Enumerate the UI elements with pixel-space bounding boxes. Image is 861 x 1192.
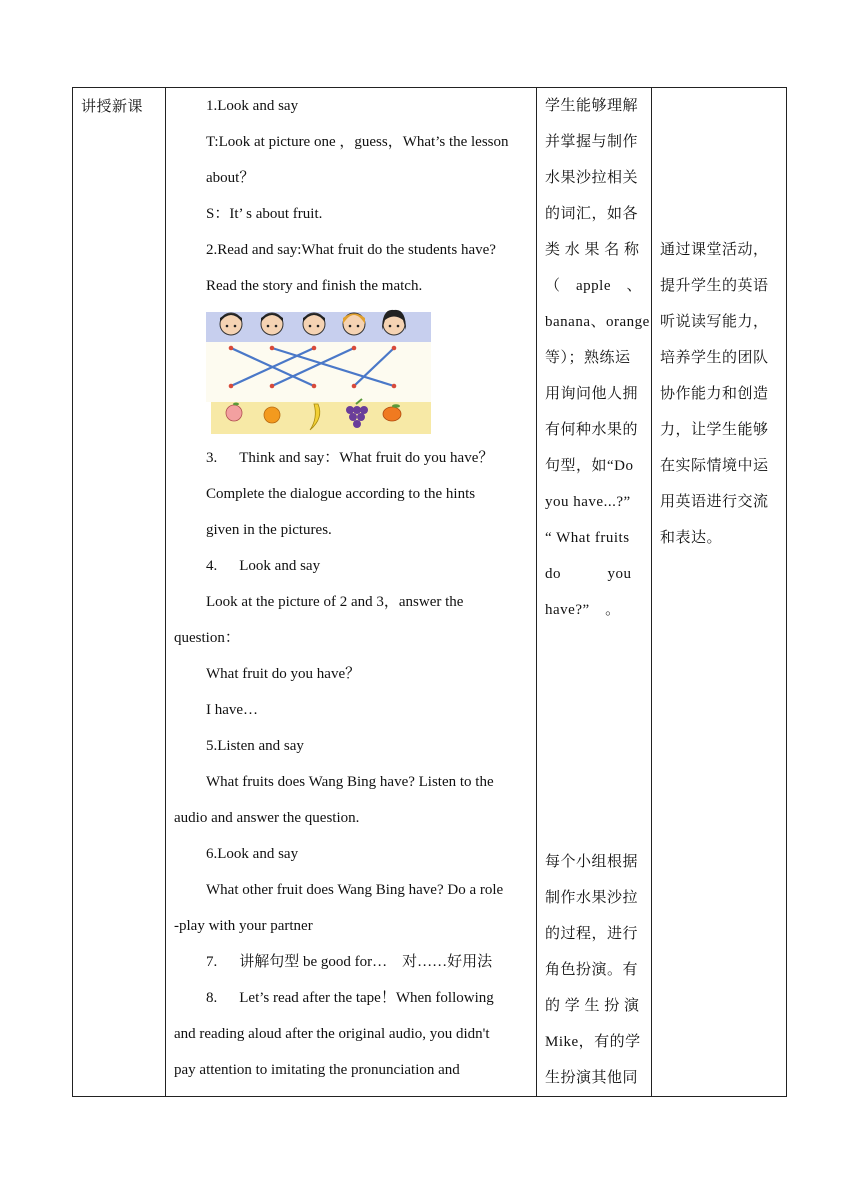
girl-icon — [343, 313, 365, 335]
step-8-title — [174, 980, 532, 1016]
step-8-text-cont: and reading aloud after the original audio, you didn't — [174, 1026, 490, 1042]
matching-figure — [206, 306, 431, 434]
step-4-title — [174, 548, 532, 584]
step-3-title — [174, 440, 532, 476]
step-5-instruction-cont: audio and answer the question. — [174, 810, 360, 826]
step-3-text: Think and say：What fruit do you have？ — [239, 450, 494, 466]
objective-line: banana、orange — [545, 314, 650, 330]
section-heading-cell — [81, 88, 165, 1096]
step-4-instruction: Look at the picture of 2 and 3，answer the — [206, 594, 464, 610]
girl-icon — [382, 310, 406, 335]
lesson-table — [72, 87, 787, 1097]
section-heading: 讲授新课 — [81, 99, 144, 115]
step-8-text: Let’s read after the tape！When following — [239, 990, 494, 1006]
step-7-text: 讲解句型 be good for… 对……好用法 — [239, 954, 493, 970]
step-4-question: What fruit do you have？ — [206, 666, 361, 682]
column-divider — [651, 88, 652, 1096]
objective-line: do you — [545, 566, 632, 582]
activity-line: 的 学 生 扮 演 — [545, 998, 640, 1014]
intent-line: 通过课堂活动， — [660, 242, 769, 258]
objectives-gap — [545, 628, 643, 844]
objective-line: 类 水 果 名 称 — [545, 242, 640, 258]
objective-line: 学生能够理解 — [545, 98, 639, 114]
boy-icon — [261, 313, 283, 335]
boy-icon — [303, 313, 325, 335]
boy-icon — [220, 313, 242, 335]
step-5-instruction: What fruits does Wang Bing have? Listen to the — [206, 774, 494, 790]
step-1-question: T:Look at picture one ，guess，What’s the lesson — [206, 134, 509, 150]
objective-line: 等）；熟练运 — [545, 350, 631, 366]
column-divider — [165, 88, 166, 1096]
teaching-steps-cell — [174, 88, 532, 1096]
step-3-number: 3. — [206, 450, 218, 466]
orange-icon — [264, 407, 280, 423]
step-2-title: 2.Read and say:What fruit do the students have? — [206, 242, 496, 258]
objective-line: you have...?” — [545, 494, 631, 510]
step-8-text-cont-2: pay attention to imitating the pronunciation and — [174, 1062, 460, 1078]
step-1-title: 1.Look and say — [206, 98, 299, 114]
intent-line: 听说读写能力， — [660, 314, 769, 330]
step-6-title: 6.Look and say — [206, 846, 299, 862]
objective-line: 用询问他人拥 — [545, 386, 639, 402]
intent-line: 培养学生的团队 — [660, 350, 769, 366]
step-8-number: 8. — [206, 990, 218, 1006]
activity-line: 角色扮演。有 — [545, 962, 639, 978]
step-3-instruction: Complete the dialogue according to the hints — [206, 486, 476, 502]
objective-line: 句型，如“Do — [545, 458, 634, 474]
activity-line: 制作水果沙拉 — [545, 890, 639, 906]
step-4-text: Look and say — [239, 558, 321, 574]
step-4-instruction-cont: question： — [174, 630, 240, 646]
step-3-instruction-cont: given in the pictures. — [206, 522, 332, 538]
activity-line: 的过程，进行 — [545, 926, 639, 942]
objective-line: 有何种水果的 — [545, 422, 639, 438]
intent-cell — [660, 88, 782, 1096]
intent-line: 提升学生的英语 — [660, 278, 769, 294]
step-2-instruction: Read the story and finish the match. — [206, 278, 423, 294]
intent-line: 在实际情境中运 — [660, 458, 769, 474]
objectives-cell — [545, 88, 650, 1096]
intent-line: 和表达。 — [660, 530, 723, 546]
step-1-question-cont: about？ — [206, 170, 255, 186]
step-4-answer: I have… — [206, 702, 259, 718]
intent-line: 用英语进行交流 — [660, 494, 769, 510]
step-7-title — [174, 944, 532, 980]
objective-line: have?” 。 — [545, 602, 621, 618]
step-5-title: 5.Listen and say — [206, 738, 304, 754]
objective-line: 水果沙拉相关 — [545, 170, 639, 186]
step-6-instruction: What other fruit does Wang Bing have? Do a role — [206, 882, 504, 898]
step-6-instruction-cont: -play with your partner — [174, 918, 313, 934]
step-1-answer: S：It’ s about fruit. — [206, 206, 323, 222]
activity-line: 每个小组根据 — [545, 854, 639, 870]
objective-line: “ What fruits — [545, 530, 630, 546]
activity-line: 生扮演其他同 — [545, 1070, 639, 1086]
step-7-number: 7. — [206, 954, 218, 970]
column-divider — [536, 88, 537, 1096]
activity-line: Mike，有的学 — [545, 1034, 641, 1050]
matching-figure-svg — [206, 306, 431, 434]
objective-line: 的词汇，如各 — [545, 206, 639, 222]
intent-line: 协作能力和创造 — [660, 386, 769, 402]
objective-line: （ apple 、 — [545, 278, 642, 294]
objective-line: 并掌握与制作 — [545, 134, 639, 150]
step-4-number: 4. — [206, 558, 218, 574]
intent-line: 力，让学生能够 — [660, 422, 769, 438]
